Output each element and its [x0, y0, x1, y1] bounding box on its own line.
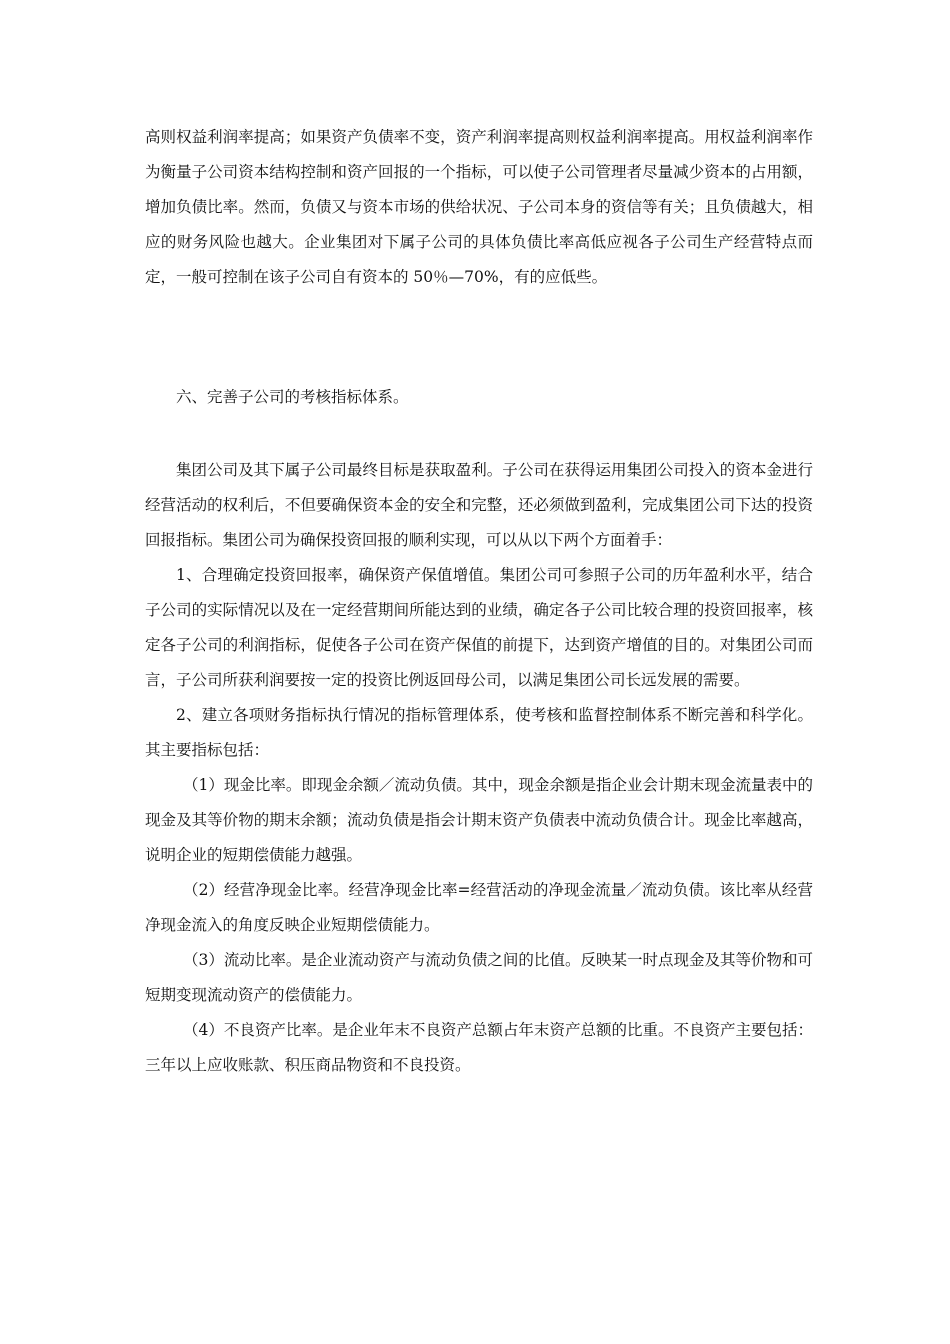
section-heading-text: 六、完善子公司的考核指标体系。: [176, 388, 409, 406]
section-heading-six: [145, 380, 813, 415]
list-item-1: 1、合理确定投资回报率，确保资产保值增值。集团公司可参照子公司的历年盈利水平，结合子公司的实际情况以及在一定经营期间所能达到的业绩，确定各子公司比较合理的投资回报率，核定各子公司的利润指标，促使各子公司在资产保值的前提下，达到资产增值的目的。对集团公司而言，子公司所获利润要按一定的投资比例返回母公司，以满足集团公司长远发展的需要。: [145, 566, 813, 689]
sub-item-1: （1）现金比率。即现金余额／流动负债。其中，现金余额是指企业会计期末现金流量表中的现金及其等价物的期末余额；流动负债是指会计期末资产负债表中流动负债合计。现金比率越高，说明企业的短期偿债能力越强。: [145, 776, 813, 864]
paragraph-capital-structure: [145, 120, 813, 295]
list-item-2: 2、建立各项财务指标执行情况的指标管理体系，使考核和监督控制体系不断完善和科学化。其主要指标包括：: [145, 706, 813, 759]
section-six-body: [145, 453, 813, 1083]
sub-item-4: （4）不良资产比率。是企业年末不良资产总额占年末资产总额的比重。不良资产主要包括：三年以上应收账款、积压商品物资和不良投资。: [145, 1021, 813, 1074]
sub-item-2: （2）经营净现金比率。经营净现金比率=经营活动的净现金流量／流动负债。该比率从经营净现金流入的角度反映企业短期偿债能力。: [145, 881, 813, 934]
paragraph-goal: 集团公司及其下属子公司最终目标是获取盈利。子公司在获得运用集团公司投入的资本金进行经营活动的权利后，不但要确保资本金的安全和完整，还必须做到盈利，完成集团公司下达的投资回报指标。集团公司为确保投资回报的顺利实现，可以从以下两个方面着手：: [145, 461, 813, 549]
sub-item-3: （3）流动比率。是企业流动资产与流动负债之间的比值。反映某一时点现金及其等价物和可短期变现流动资产的偿债能力。: [145, 951, 813, 1004]
paragraph-text: 高则权益利润率提高；如果资产负债率不变，资产利润率提高则权益利润率提高。用权益利润率作为衡量子公司资本结构控制和资产回报的一个指标，可以使子公司管理者尽量减少资本的占用额，增加负债比率。然而，负债又与资本市场的供给状况、子公司本身的资信等有关；且负债越大，相应的财务风险也越大。企业集团对下属子公司的具体负债比率高低应视各子公司生产经营特点而定，一般可控制在该子公司自有资本的 50％—70%，有的应低些。: [145, 128, 813, 286]
